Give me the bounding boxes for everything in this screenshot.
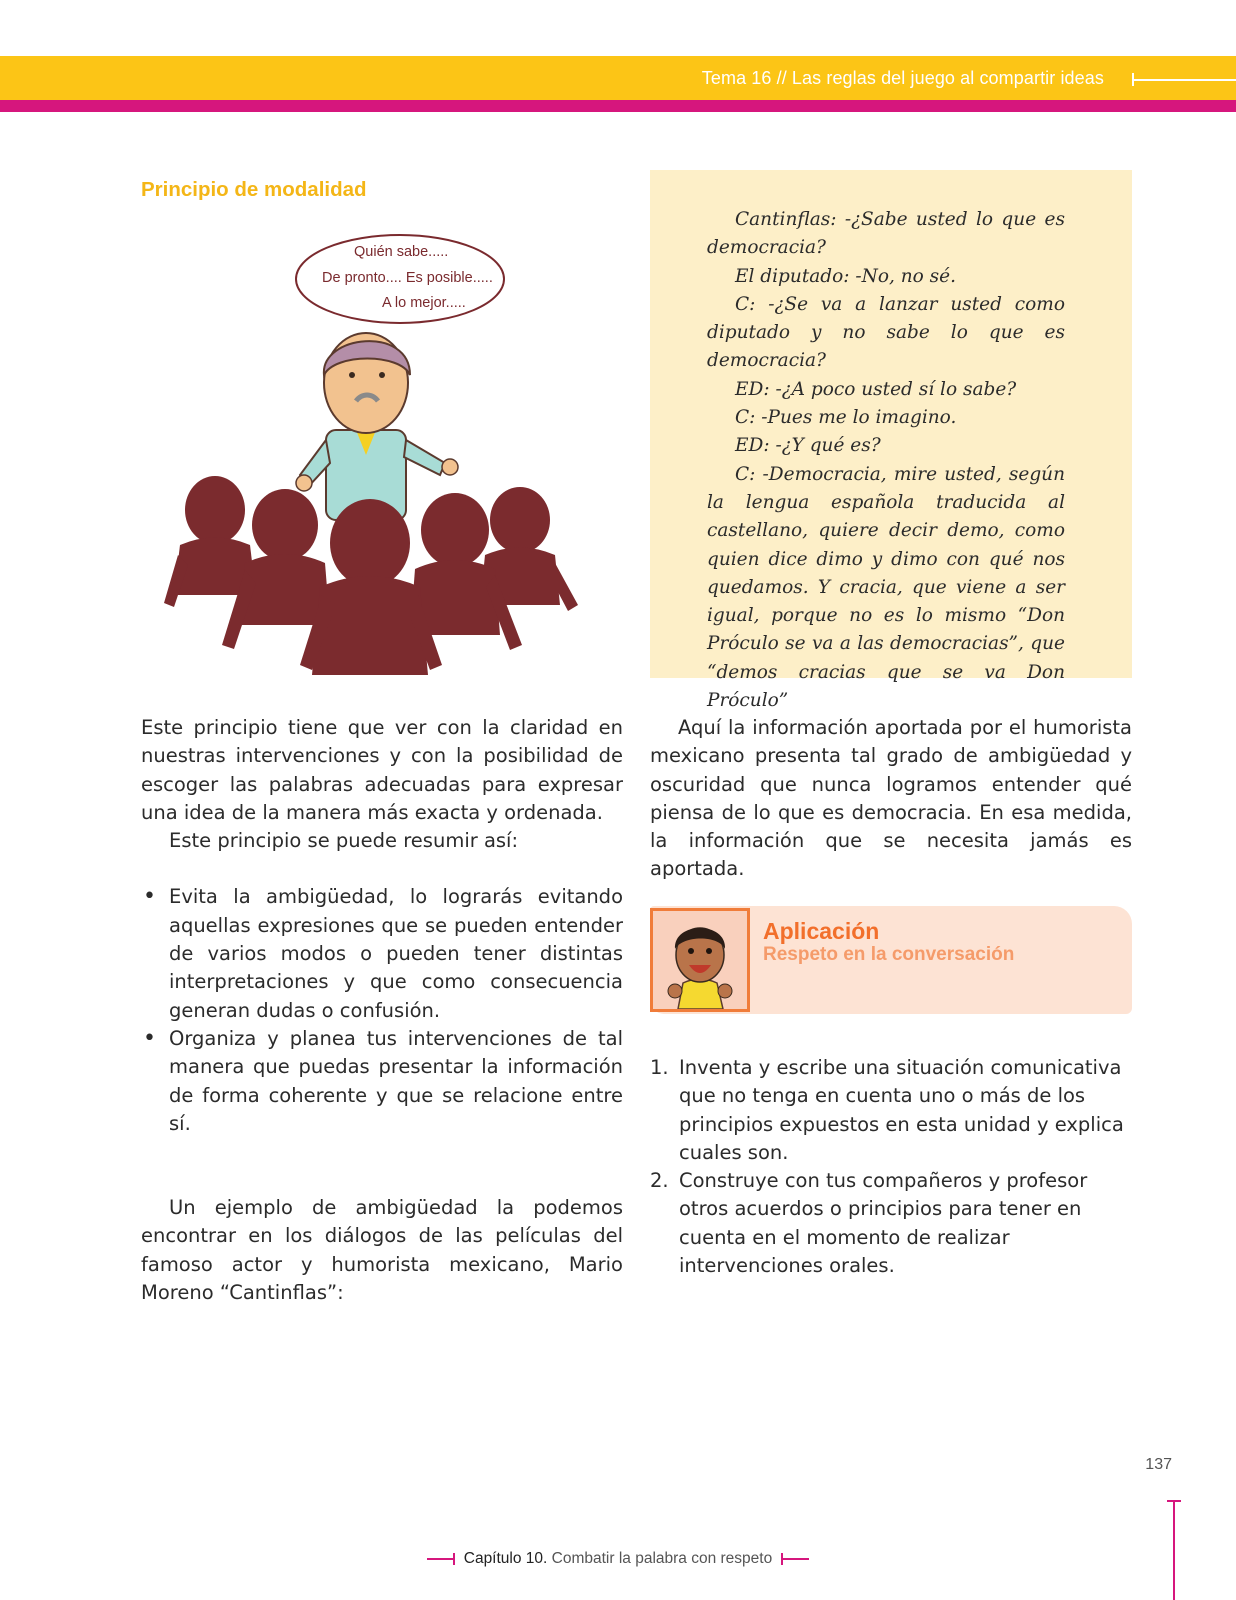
summary-intro: Este principio se puede resumir así: — [169, 829, 519, 853]
speech-bubble — [296, 235, 504, 323]
application-subtitle: Respeto en la conversación — [763, 944, 1015, 965]
bubble-line-2: De pronto.... Es posible..... — [322, 270, 493, 286]
chapter-footer — [0, 1550, 1236, 1568]
audience-illustration — [160, 225, 600, 690]
quote-line: Cantinflas: -¿Sabe usted lo que es democracia? — [707, 209, 1065, 259]
analysis-paragraph: Aquí la información aportada por el humorista mexicano presenta tal grado de ambigüedad y oscuridad que nunca logramos entender qué piensa de lo que es democracia. En esa medida, la información que se necesita jamás es aportada. — [650, 716, 1132, 881]
bubble-line-1: Quién sabe..... — [354, 244, 449, 260]
header-band-pink — [0, 100, 1236, 112]
list-item-text: Organiza y planea tus intervenciones de tal manera que puedas presentar la información de forma coherente y que se relacione entre sí. — [169, 1026, 623, 1135]
bullet-icon: • — [143, 884, 156, 910]
footer-rule-left — [427, 1558, 455, 1560]
left-column — [141, 714, 623, 1307]
quote-line: C: -Democracia, mire usted, según la lengua española traducida al castellano, quiere decir demo, como quien dice dimo y dimo con qué nos quedamos. Y cracia, que viene a ser igual, porque no es lo mismo “Don Próculo se va a las democracias”, que “demos cracias que se va Don Próculo” — [707, 463, 1065, 712]
audience-silhouettes — [164, 476, 578, 675]
list-item — [650, 1167, 1132, 1280]
list-item — [141, 1025, 623, 1138]
bubble-line-3: A lo mejor..... — [382, 295, 466, 311]
list-item-text: Construye con tus compañeros y profesor otros acuerdos o principios para tener en cuenta en el momento de realizar intervenciones orales. — [679, 1169, 1088, 1278]
footer-rule-right — [781, 1558, 809, 1560]
list-item — [141, 883, 623, 1024]
list-item-text: Inventa y escribe una situación comunicativa que no tenga en cuenta uno o más de los principios expuestos en esta unidad y explica cuales son. — [679, 1056, 1124, 1164]
header-rule — [1132, 79, 1236, 81]
quote-line: ED: -¿Y qué es? — [735, 435, 881, 457]
speaker-figure — [296, 333, 458, 520]
page-number: 137 — [1145, 1456, 1172, 1473]
quote-line: C: -¿Se va a lanzar usted como diputado y no sabe lo que es democracia? — [707, 293, 1065, 372]
example-paragraph: Un ejemplo de ambigüedad la podemos encontrar en los diálogos de las películas del famoso actor y humorista mexicano, Mario Moreno “Cantinflas”: — [141, 1196, 623, 1305]
activities-list — [650, 1054, 1132, 1280]
intro-paragraph: Este principio tiene que ver con la claridad en nuestras intervenciones y con la posibilidad de escoger las palabras adecuadas para expresar una idea de la manera más exacta y ordenada. — [141, 716, 623, 824]
application-banner — [650, 902, 1132, 1020]
student-avatar-icon — [653, 911, 747, 1009]
application-title: Aplicación — [763, 918, 880, 944]
section-title: Principio de modalidad — [141, 178, 367, 201]
quote-line: El diputado: -No, no sé. — [735, 265, 956, 287]
student-avatar — [650, 908, 750, 1012]
quote-line: ED: -¿A poco usted sí lo sabe? — [735, 378, 1017, 400]
list-item-number: 1. — [650, 1056, 669, 1079]
list-item — [650, 1054, 1132, 1167]
chapter-label: Capítulo 10. — [463, 1550, 548, 1567]
header-title: Tema 16 // Las reglas del juego al compartir ideas — [701, 68, 1104, 88]
right-column — [650, 714, 1132, 884]
list-item-text: Evita la ambigüedad, lo lograrás evitando aquellas expresiones que se pueden entender de varios modos o pueden tener distintas interpretaciones y que como consecuencia generan dudas o confusión. — [169, 885, 623, 1022]
quote-line: C: -Pues me lo imagino. — [735, 407, 957, 429]
chapter-title: Combatir la palabra con respeto — [551, 1550, 773, 1567]
quote-dialogue — [707, 206, 1065, 715]
bullet-icon: • — [143, 1025, 156, 1051]
list-item-number: 2. — [650, 1169, 669, 1193]
principles-list — [141, 883, 623, 1138]
